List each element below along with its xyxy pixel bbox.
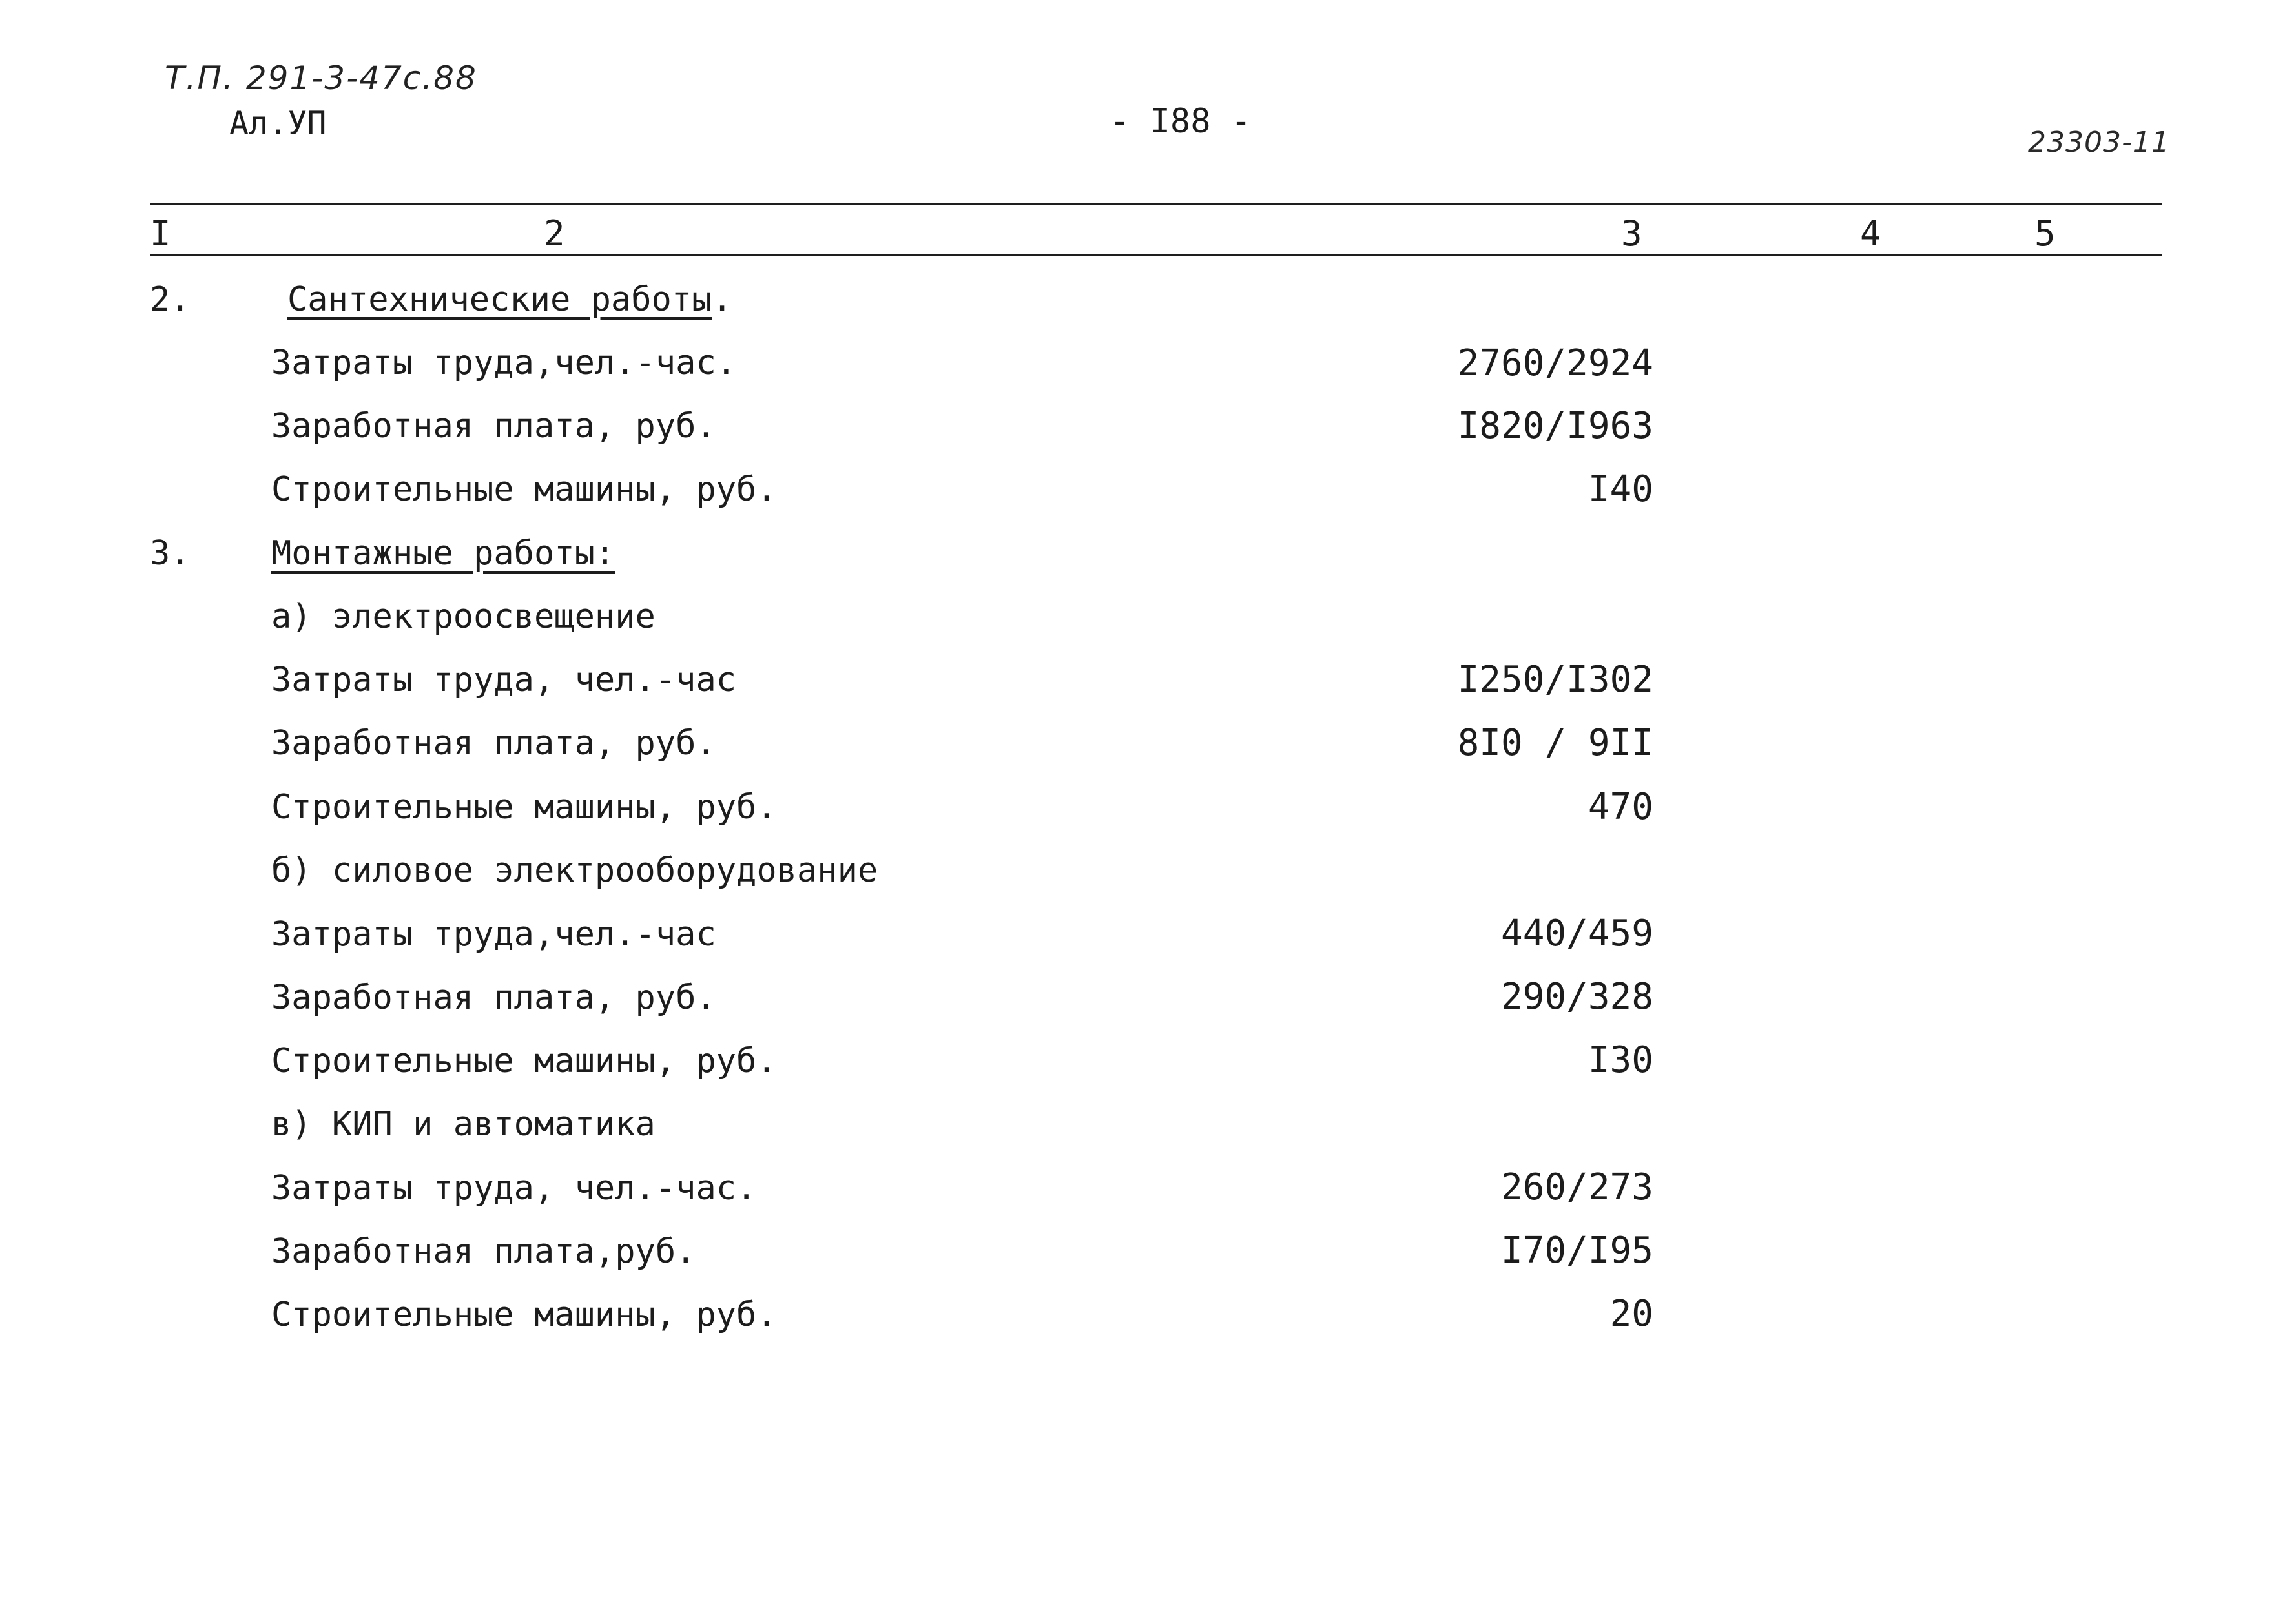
section-number: 2.	[150, 280, 191, 319]
page-number: - I88 -	[1110, 102, 1252, 141]
row-value: I820/I963	[1457, 405, 1653, 447]
section-number: 3.	[150, 534, 191, 573]
subsection-title: а) электроосвещение	[271, 597, 656, 636]
inventory-stamp: 23303-11	[2028, 126, 2170, 159]
row-label: Строительные машины, руб.	[271, 788, 777, 827]
section-title-suffix: .	[712, 280, 732, 319]
subsection-title: в) КИП и автоматика	[271, 1105, 656, 1144]
row-value: I40	[1588, 468, 1653, 510]
row-value: 470	[1588, 786, 1653, 828]
row-label: Заработная плата, руб.	[271, 407, 716, 446]
subsection-title: б) силовое электрооборудование	[271, 851, 878, 890]
row-label: Строительные машины, руб.	[271, 470, 777, 509]
row-value: 20	[1609, 1293, 1653, 1335]
row-label: Строительные машины, руб.	[271, 1042, 777, 1080]
row-value: 2760/2924	[1457, 342, 1653, 384]
row-value: I250/I302	[1457, 659, 1653, 701]
row-value: I30	[1588, 1039, 1653, 1081]
row-value: 260/273	[1500, 1166, 1653, 1208]
column-header-3: 3	[1621, 213, 1642, 254]
row-label: Заработная плата, руб.	[271, 724, 716, 763]
row-label: Заработная плата, руб.	[271, 978, 716, 1017]
row-value: 8I0 / 9II	[1457, 722, 1653, 764]
row-value: I70/I95	[1500, 1230, 1653, 1272]
row-value: 440/459	[1500, 913, 1653, 955]
document-code: Т.П. 291-3-47с.88	[165, 59, 477, 97]
album-label: Ал.УП	[229, 105, 327, 142]
row-label: Заработная плата,руб.	[271, 1232, 696, 1271]
row-label: Затраты труда,чел.-час.	[271, 344, 737, 382]
section-title	[287, 280, 732, 319]
row-label: Затраты труда, чел.-час	[271, 661, 737, 699]
row-label: Затраты труда, чел.-час.	[271, 1169, 757, 1208]
column-header-5: 5	[2034, 213, 2056, 254]
section-title-text: Сантехнические работы	[287, 280, 712, 319]
section-title: Монтажные работы:	[271, 534, 615, 573]
table-top-rule	[150, 203, 2162, 205]
column-header-2: 2	[544, 213, 565, 254]
row-label: Строительные машины, руб.	[271, 1295, 777, 1334]
row-value: 290/328	[1500, 976, 1653, 1018]
row-label: Затраты труда,чел.-час	[271, 915, 716, 954]
column-header-1: I	[150, 213, 171, 254]
column-header-4: 4	[1860, 213, 1881, 254]
table-header-rule	[150, 254, 2162, 256]
